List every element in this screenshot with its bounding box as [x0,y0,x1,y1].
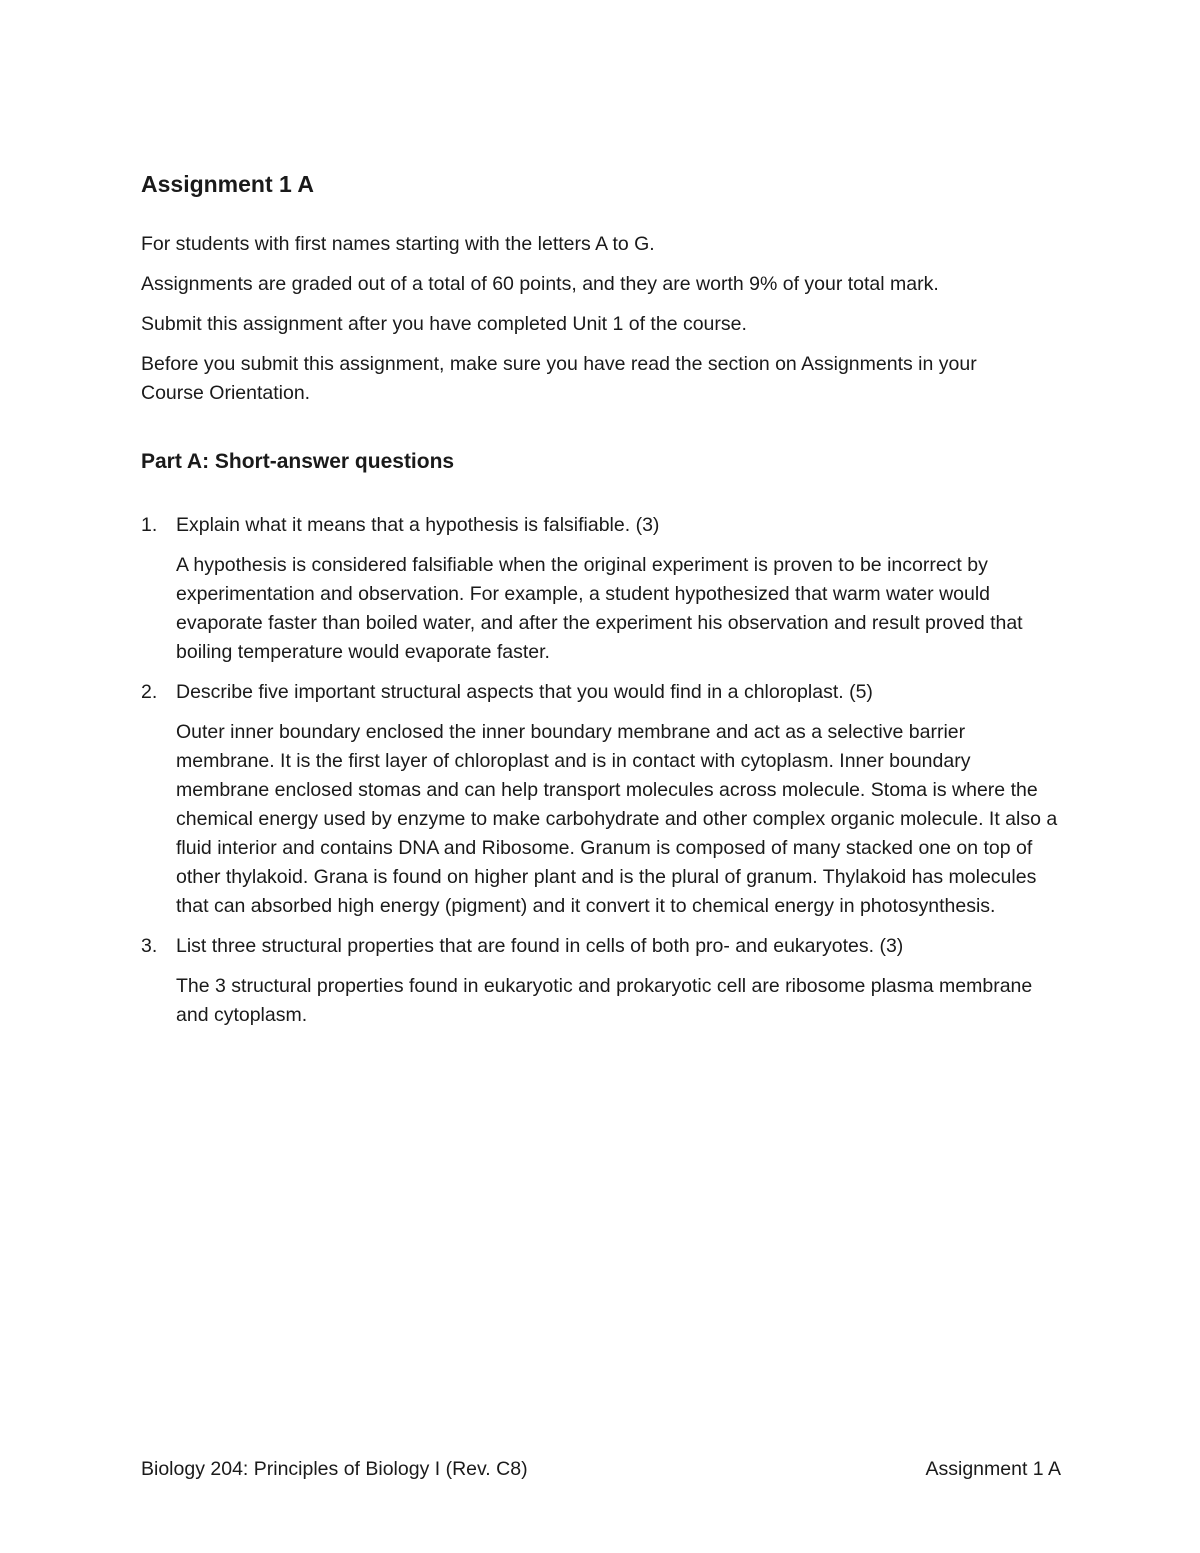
answer-text: A hypothesis is considered falsifiable when the original experiment is proven to be incorrect by experimentation and observation. For example, a student hypothesized that warm water would evaporate faster than boiled water, and after the experiment his observation and result proved that boiling temperature would evaporate faster. [176,554,1023,663]
question-list [141,511,1061,1030]
answer-text: Outer inner boundary enclosed the inner boundary membrane and act as a selective barrier membrane. It is the first layer of chloroplast and is in contact with cytoplasm. Inner boundary membrane enclosed stomas and can help transport molecules across molecule. Stoma is where the chemical energy used by enzyme to make carbohydrate and other complex organic molecule. It also a fluid interior and contains DNA and Ribosome. Granum is composed of many stacked one on top of other thylakoid. Grana is found on higher plant and is the plural of granum. Thylakoid has molecules that can absorbed high energy (pigment) and it convert it to chemical energy in photosynthesis. [176,721,1058,917]
document-body [141,168,1061,1041]
question-item [141,678,1061,921]
section-heading: Part A: Short-answer questions [141,450,455,473]
intro-paragraph: Submit this assignment after you have completed Unit 1 of the course. [141,313,747,335]
question-text: List three structural properties that are found in cells of both pro- and eukaryotes. (3) [176,935,904,957]
intro-paragraph: For students with first names starting with the letters A to G. [141,233,655,255]
question-text: Describe five important structural aspects that you would find in a chloroplast. (5) [176,681,873,703]
question-number: 3. [141,935,158,957]
question-number: 1. [141,514,158,536]
footer-course-title: Biology 204: Principles of Biology I (Rev. C8) [141,1458,528,1480]
page-title: Assignment 1 A [141,171,314,197]
page-footer [141,1455,1061,1484]
question-number: 2. [141,681,158,703]
intro-paragraph: Assignments are graded out of a total of 60 points, and they are worth 9% of your total mark. [141,273,939,295]
question-text: Explain what it means that a hypothesis is falsifiable. (3) [176,514,660,536]
answer-text: The 3 structural properties found in eukaryotic and prokaryotic cell are ribosome plasma membrane and cytoplasm. [176,975,1033,1026]
question-item [141,932,1061,1030]
question-item [141,511,1061,667]
footer-assignment-label: Assignment 1 A [925,1458,1061,1480]
intro-paragraph: Before you submit this assignment, make sure you have read the section on Assignments in your Course Orientation. [141,353,977,404]
